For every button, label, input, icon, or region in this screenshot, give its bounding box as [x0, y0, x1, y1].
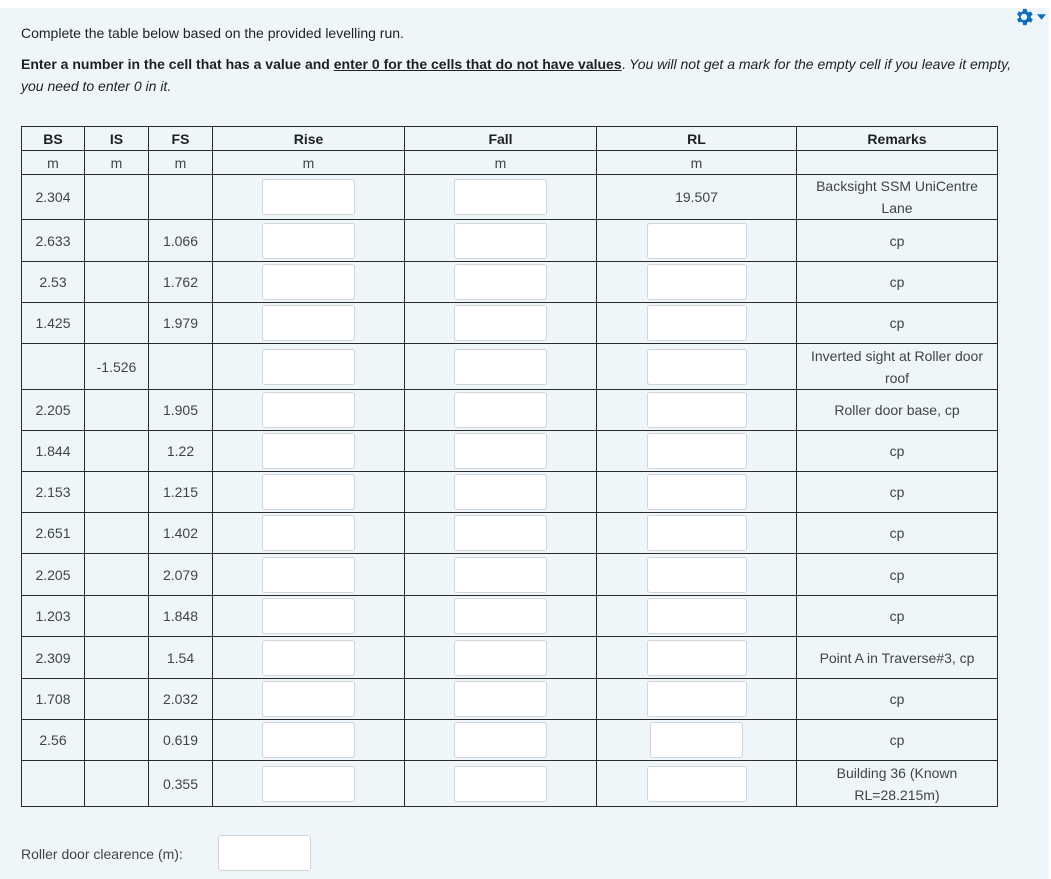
bs-cell: 2.651 — [22, 513, 85, 554]
fs-cell: 0.619 — [149, 720, 213, 761]
rl-cell — [597, 554, 797, 596]
rl-input[interactable] — [650, 722, 743, 758]
rise-cell — [213, 679, 405, 720]
bs-cell: 2.153 — [22, 472, 85, 513]
fall-input[interactable] — [454, 515, 547, 551]
unit-is: m — [85, 151, 149, 175]
fs-cell — [149, 175, 213, 220]
bs-cell: 2.205 — [22, 390, 85, 431]
levelling-table — [21, 126, 998, 807]
bs-cell — [22, 761, 85, 807]
table-row — [22, 344, 998, 390]
rl-input[interactable] — [647, 392, 747, 428]
table-row — [22, 220, 998, 262]
fall-cell — [405, 472, 597, 513]
rise-input[interactable] — [262, 264, 355, 300]
remarks-line: Roller door base, cp — [834, 402, 960, 418]
remarks-line: cp — [889, 232, 905, 249]
rl-cell — [597, 344, 797, 390]
rise-input[interactable] — [262, 223, 355, 259]
remarks-cell — [797, 761, 998, 807]
header-fs: FS — [149, 127, 213, 151]
table-row — [22, 720, 998, 761]
rl-input[interactable] — [647, 766, 747, 802]
is-cell — [85, 431, 149, 472]
rl-cell — [597, 472, 797, 513]
rl-input[interactable] — [647, 474, 747, 510]
fs-cell: 2.032 — [149, 679, 213, 720]
remarks-cell — [797, 472, 998, 513]
rise-input[interactable] — [262, 392, 355, 428]
rise-input[interactable] — [262, 515, 355, 551]
rise-cell — [213, 554, 405, 596]
header-fall: Fall — [405, 127, 597, 151]
remarks-line: Building 36 (Known — [836, 764, 958, 781]
bs-cell: 2.53 — [22, 262, 85, 303]
fall-cell — [405, 220, 597, 262]
is-cell — [85, 720, 149, 761]
header-remarks: Remarks — [797, 127, 998, 151]
settings-menu[interactable] — [1013, 6, 1051, 28]
fall-input[interactable] — [454, 264, 547, 300]
remarks-cell — [797, 513, 998, 554]
rl-input[interactable] — [647, 223, 747, 259]
fall-cell — [405, 175, 597, 220]
unit-remarks — [797, 151, 998, 175]
header-rise: Rise — [213, 127, 405, 151]
fs-cell: 1.54 — [149, 637, 213, 679]
bs-cell — [22, 344, 85, 390]
fall-cell — [405, 513, 597, 554]
fall-input[interactable] — [454, 640, 547, 676]
table-row — [22, 596, 998, 637]
question-intro: Complete the table below based on the provided levelling run. — [21, 25, 404, 41]
instruction-period: . — [621, 56, 626, 72]
table-row — [22, 175, 998, 220]
fs-cell: 1.22 — [149, 431, 213, 472]
rl-cell — [597, 513, 797, 554]
is-cell — [85, 679, 149, 720]
fall-cell — [405, 262, 597, 303]
rl-cell — [597, 720, 797, 761]
header-is: IS — [85, 127, 149, 151]
instruction-italic: You will not get a mark for the empty cell if you leave it empty, you need to enter 0 in it. — [21, 56, 1011, 94]
rl-cell — [597, 303, 797, 344]
is-cell — [85, 554, 149, 596]
rise-cell — [213, 761, 405, 807]
fs-cell: 0.355 — [149, 761, 213, 807]
fs-cell: 1.402 — [149, 513, 213, 554]
rl-input[interactable] — [647, 681, 747, 717]
rl-cell — [597, 637, 797, 679]
remarks-cell — [797, 220, 998, 262]
is-cell — [85, 303, 149, 344]
rl-cell — [597, 390, 797, 431]
instruction-bold: Enter a number in the cell that has a value and — [21, 56, 334, 72]
rise-input[interactable] — [262, 681, 355, 717]
is-cell — [85, 472, 149, 513]
remarks-cell — [797, 679, 998, 720]
rl-cell — [597, 431, 797, 472]
fall-input[interactable] — [454, 223, 547, 259]
fall-cell — [405, 431, 597, 472]
remarks-cell — [797, 262, 998, 303]
rl-input[interactable] — [647, 557, 747, 593]
remarks-cell — [797, 175, 998, 220]
bs-cell: 1.844 — [22, 431, 85, 472]
table-row — [22, 390, 998, 431]
bs-cell: 1.425 — [22, 303, 85, 344]
rise-input[interactable] — [262, 179, 355, 215]
fs-cell: 1.762 — [149, 262, 213, 303]
rise-input[interactable] — [262, 305, 355, 341]
rl-cell — [597, 262, 797, 303]
rise-cell — [213, 220, 405, 262]
remarks-line: cp — [889, 315, 905, 331]
remarks-cell — [797, 554, 998, 596]
bs-cell: 2.633 — [22, 220, 85, 262]
unit-fs: m — [149, 151, 213, 175]
rise-cell — [213, 344, 405, 390]
remarks-line: cp — [889, 608, 905, 624]
header-row — [22, 127, 998, 151]
fall-input[interactable] — [454, 557, 547, 593]
rl-input[interactable] — [647, 598, 747, 634]
rl-input[interactable] — [647, 305, 747, 341]
fall-input[interactable] — [454, 722, 547, 758]
rise-cell — [213, 390, 405, 431]
table-row — [22, 761, 998, 807]
remarks-line: roof — [884, 369, 910, 386]
fs-cell: 2.079 — [149, 554, 213, 596]
rl-cell — [597, 596, 797, 637]
is-cell — [85, 637, 149, 679]
remarks-cell — [797, 344, 998, 390]
unit-rise: m — [213, 151, 405, 175]
remarks-cell — [797, 720, 998, 761]
is-cell — [85, 513, 149, 554]
remarks-line: cp — [889, 525, 905, 541]
is-cell — [85, 220, 149, 262]
rise-cell — [213, 637, 405, 679]
rise-input[interactable] — [262, 557, 355, 593]
instruction-underline: enter 0 for the cells that do not have values — [333, 56, 622, 72]
rise-input[interactable] — [262, 722, 355, 758]
fall-cell — [405, 761, 597, 807]
bs-cell: 2.309 — [22, 637, 85, 679]
remarks-cell — [797, 596, 998, 637]
fall-cell — [405, 344, 597, 390]
remarks-cell — [797, 637, 998, 679]
fall-cell — [405, 720, 597, 761]
fall-input[interactable] — [454, 349, 547, 385]
rise-input[interactable] — [262, 766, 355, 802]
fall-input[interactable] — [454, 179, 547, 215]
rl-input[interactable] — [647, 264, 747, 300]
bs-cell: 2.304 — [22, 175, 85, 220]
fall-input[interactable] — [454, 681, 547, 717]
rise-cell — [213, 472, 405, 513]
remarks-line: cp — [889, 732, 905, 748]
table-row — [22, 303, 998, 344]
fall-cell — [405, 596, 597, 637]
bs-cell: 1.203 — [22, 596, 85, 637]
rise-input[interactable] — [262, 349, 355, 385]
remarks-line: Point A in Traverse#3, cp — [819, 649, 975, 666]
is-cell — [85, 761, 149, 807]
remarks-line: cp — [889, 274, 905, 290]
question-instructions — [21, 53, 1031, 97]
header-rl: RL — [597, 127, 797, 151]
fall-input[interactable] — [454, 766, 547, 802]
fall-input[interactable] — [454, 598, 547, 634]
fs-cell — [149, 344, 213, 390]
bs-cell: 2.205 — [22, 554, 85, 596]
table-row — [22, 679, 998, 720]
fs-cell: 1.066 — [149, 220, 213, 262]
table-row — [22, 513, 998, 554]
remarks-line: Backsight SSM UniCentre — [816, 178, 978, 194]
rl-cell — [597, 220, 797, 262]
fall-cell — [405, 554, 597, 596]
remarks-cell — [797, 303, 998, 344]
table-row — [22, 262, 998, 303]
table-row — [22, 554, 998, 596]
rl-cell — [597, 679, 797, 720]
rise-input[interactable] — [262, 598, 355, 634]
fall-cell — [405, 303, 597, 344]
rise-cell — [213, 596, 405, 637]
fall-input[interactable] — [454, 433, 547, 469]
table-row — [22, 637, 998, 679]
bs-cell: 1.708 — [22, 679, 85, 720]
rise-cell — [213, 175, 405, 220]
gear-icon[interactable] — [1013, 6, 1035, 28]
rl-cell — [597, 761, 797, 807]
rl-input[interactable] — [647, 433, 747, 469]
fs-cell: 1.848 — [149, 596, 213, 637]
table-row — [22, 472, 998, 513]
fall-input[interactable] — [454, 474, 547, 510]
rise-input[interactable] — [262, 640, 355, 676]
rl-input[interactable] — [647, 349, 747, 385]
rise-cell — [213, 720, 405, 761]
remarks-line: cp — [889, 484, 905, 500]
table-row — [22, 431, 998, 472]
remarks-line: Inverted sight at Roller door — [811, 347, 983, 364]
remarks-line: Lane — [881, 200, 913, 216]
is-cell: -1.526 — [85, 344, 149, 390]
is-cell — [85, 262, 149, 303]
remarks-line: RL=28.215m) — [854, 786, 940, 803]
is-cell — [85, 596, 149, 637]
rise-cell — [213, 431, 405, 472]
remarks-cell — [797, 390, 998, 431]
rise-cell — [213, 513, 405, 554]
units-row — [22, 151, 998, 175]
caret-down-icon[interactable] — [1037, 14, 1046, 20]
unit-fall: m — [405, 151, 597, 175]
rl-input[interactable] — [647, 640, 747, 676]
bs-cell: 2.56 — [22, 720, 85, 761]
fall-cell — [405, 390, 597, 431]
fall-input[interactable] — [454, 305, 547, 341]
rl-input[interactable] — [647, 515, 747, 551]
fall-input[interactable] — [454, 392, 547, 428]
fs-cell: 1.905 — [149, 390, 213, 431]
is-cell — [85, 390, 149, 431]
unit-bs: m — [22, 151, 85, 175]
header-bs: BS — [22, 127, 85, 151]
is-cell — [85, 175, 149, 220]
unit-rl: m — [597, 151, 797, 175]
rise-input[interactable] — [262, 474, 355, 510]
rl-cell: 19.507 — [597, 175, 797, 220]
rise-input[interactable] — [262, 433, 355, 469]
fall-cell — [405, 637, 597, 679]
remarks-cell — [797, 431, 998, 472]
rise-cell — [213, 262, 405, 303]
remarks-line: cp — [889, 566, 905, 583]
clearance-label: Roller door clearence (m): — [21, 846, 183, 862]
fs-cell: 1.215 — [149, 472, 213, 513]
clearance-input[interactable] — [218, 835, 311, 871]
fall-cell — [405, 679, 597, 720]
remarks-line: cp — [889, 443, 905, 459]
fs-cell: 1.979 — [149, 303, 213, 344]
rise-cell — [213, 303, 405, 344]
remarks-line: cp — [889, 691, 905, 707]
